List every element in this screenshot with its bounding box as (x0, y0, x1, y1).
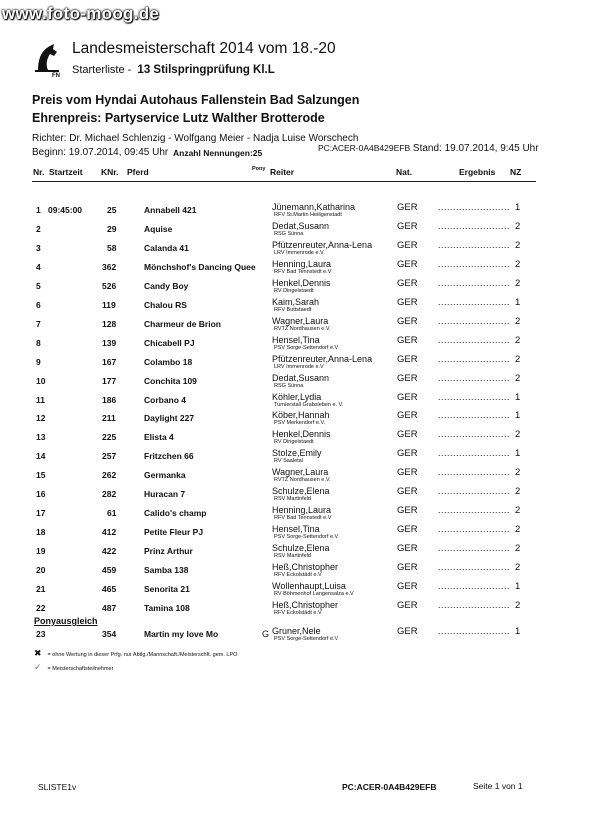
row-knr: 362 (102, 261, 117, 272)
row-horse: Chalou RS (144, 299, 187, 310)
footer-report-id: SLISTE1v (38, 782, 77, 792)
row-nat: GER (397, 391, 418, 403)
row-knr: 354 (102, 629, 117, 639)
row-result-blank: ........................ (438, 486, 511, 497)
row-club: PSV Sorge-Settendorf e.V (274, 344, 339, 351)
row-number: 15 (36, 470, 46, 481)
row-horse: Petite Fleur PJ (144, 527, 204, 538)
row-horse: Prinz Arthur (144, 546, 193, 557)
row-nat: GER (397, 448, 418, 460)
row-result-blank: ........................ (438, 315, 511, 326)
row-club: RV Saaletal (274, 458, 303, 465)
footer-pc-id: PC:ACER-0A4B429EFB (342, 782, 437, 792)
row-nz: 2 (515, 258, 521, 270)
row-rider: Köber,Hannah (272, 410, 330, 421)
row-result-blank: ........................ (438, 296, 511, 307)
row-rider: Henkel,Dennis (272, 429, 331, 440)
row-result-blank: ........................ (438, 467, 511, 478)
row-club: RFV Buttstaedt (274, 306, 312, 313)
row-rider: Henning,Laura (272, 258, 332, 269)
row-rider: Dedat,Susann (272, 220, 330, 231)
row-nat: GER (397, 277, 418, 289)
row-number: 11 (36, 394, 45, 405)
row-number: 21 (36, 584, 46, 594)
row-nat: GER (397, 220, 418, 232)
row-rider: Heß,Christopher (272, 599, 339, 610)
row-club: RFV Bad Tennstedt e.V (274, 268, 332, 275)
row-club: PSV Sorge-Settendorf e.V (274, 534, 339, 541)
row-knr: 225 (102, 432, 117, 443)
row-nat: GER (397, 202, 418, 213)
row-club: RSV Martinfeld (274, 496, 311, 503)
row-nz: 2 (515, 486, 521, 498)
row-number: 19 (36, 546, 46, 557)
row-nz: 2 (515, 599, 521, 611)
row-club: Turnierstall Grabsleben e. V. (274, 401, 344, 408)
pony-section-title: Ponyausgleich (34, 616, 98, 626)
row-pony-flag: G (262, 629, 270, 639)
row-club: RFV Eckolstädt e.V (274, 572, 322, 579)
row-number: 16 (36, 489, 46, 500)
row-nat: GER (397, 486, 418, 498)
row-knr: 186 (102, 394, 117, 405)
row-start-time: 09:45:00 (48, 205, 83, 215)
col-startzeit: Startzeit (49, 167, 83, 177)
row-result-blank: ........................ (438, 239, 511, 250)
judges: Richter: Dr. Michael Schlenzig - Wolfgang Meier - Nadja Luise Worschech (32, 133, 359, 144)
row-knr: 412 (102, 527, 117, 538)
row-result-blank: ........................ (438, 524, 511, 535)
row-knr: 58 (107, 242, 117, 253)
row-horse: Fritzchen 66 (144, 451, 194, 462)
col-ergebnis: Ergebnis (459, 167, 496, 177)
row-horse: Calanda 41 (144, 242, 189, 253)
row-rider: Dedat,Susann (272, 372, 330, 383)
pc-id: PC:ACER-0A4B429EFB (318, 143, 411, 153)
row-number: 23 (36, 629, 46, 639)
row-result-blank: ........................ (438, 448, 511, 459)
row-club: RV Dingelstaedt (274, 439, 314, 446)
row-club: RFV St.Martin Heiligenstadt (274, 212, 342, 218)
row-nat: GER (397, 258, 418, 270)
row-horse: Annabell 421 (144, 205, 197, 215)
row-rider: Wagner,Laura (272, 315, 329, 326)
check-icon: ✓ (34, 662, 42, 672)
row-result-blank: ........................ (438, 258, 511, 269)
row-nat: GER (397, 429, 418, 441)
row-number: 22 (36, 602, 46, 613)
row-result-blank: ........................ (438, 353, 511, 364)
footer-page: Seite 1 von 1 (473, 781, 523, 791)
row-number: 1 (36, 205, 41, 215)
row-horse: Chicabell PJ (144, 337, 195, 348)
row-nat: GER (397, 296, 418, 308)
col-nat: Nat. (396, 167, 413, 177)
row-nz: 2 (515, 543, 521, 555)
row-knr: 128 (102, 318, 117, 329)
legend-item (34, 648, 237, 659)
subtitle (72, 64, 275, 76)
row-nat: GER (397, 410, 418, 422)
row-nz: 2 (515, 277, 521, 289)
row-result-blank: ........................ (438, 202, 511, 212)
row-nz: 1 (515, 581, 521, 592)
row-result-blank: ........................ (438, 277, 511, 288)
row-rider: Jünemann,Katharina (272, 202, 356, 212)
row-horse: Daylight 227 (144, 413, 195, 424)
row-nz: 2 (515, 524, 521, 536)
row-rider: Gruner,Nele (272, 626, 321, 636)
row-number: 7 (36, 318, 41, 329)
row-horse: Candy Boy (144, 280, 189, 291)
row-knr: 282 (102, 489, 117, 500)
row-knr: 177 (102, 375, 117, 386)
row-rider: Heß,Christopher (272, 562, 339, 573)
row-nat: GER (397, 467, 418, 479)
row-club: PSV Merkendorf e.V. (274, 420, 326, 427)
row-nz: 2 (515, 334, 521, 346)
row-result-blank: ........................ (438, 505, 511, 516)
row-nat: GER (397, 524, 418, 536)
row-result-blank: ........................ (438, 543, 511, 554)
col-nz: NZ (510, 167, 522, 177)
row-number: 12 (36, 413, 46, 424)
row-rider: Schulze,Elena (272, 486, 330, 497)
row-horse: Charmeur de Brion (144, 318, 221, 329)
row-number: 10 (36, 375, 46, 386)
row-rider: Kaim,Sarah (272, 296, 320, 307)
row-knr: 422 (102, 546, 117, 557)
row-horse: Corbano 4 (144, 394, 187, 405)
subtitle-prefix: Starterliste - (72, 64, 132, 76)
row-nz: 2 (515, 239, 521, 251)
row-rider: Pfützenreuter,Anna-Lena (272, 239, 373, 250)
entries-count: Anzahl Nennungen:25 (173, 148, 263, 158)
fn-logo (32, 40, 62, 78)
row-nz: 1 (515, 202, 521, 213)
watermark: www.foto-moog.de (2, 4, 160, 23)
row-nz: 2 (515, 315, 521, 327)
row-result-blank: ........................ (438, 562, 511, 573)
row-club: RSG Sünna (274, 230, 304, 237)
row-number: 14 (36, 451, 46, 462)
row-club: PSV Sorge-Settendorf e.V (274, 636, 339, 642)
row-knr: 262 (102, 470, 117, 481)
row-nat: GER (397, 372, 418, 384)
row-club: RV Dingelstaedt (274, 287, 314, 294)
row-result-blank: ........................ (438, 391, 511, 402)
row-nz: 1 (515, 296, 521, 308)
col-pony: Pony (252, 166, 266, 172)
row-horse: Germanka (144, 470, 186, 481)
row-result-blank: ........................ (438, 626, 511, 636)
row-result-blank: ........................ (438, 220, 511, 231)
row-result-blank: ........................ (438, 599, 511, 610)
page-title: Landesmeisterschaft 2014 vom 18.-20 (72, 40, 336, 57)
row-result-blank: ........................ (438, 410, 511, 421)
row-knr: 167 (102, 356, 117, 367)
row-nz: 2 (515, 505, 521, 517)
row-knr: 487 (102, 602, 117, 613)
row-number: 18 (36, 527, 46, 538)
legend-text: = ohne Wertung in dieser Prfg. nur Abtlg./Mannschaft./Meisterschft. gem. LPO (47, 652, 238, 658)
row-nat: GER (397, 543, 418, 555)
row-knr: 139 (102, 337, 117, 348)
row-nat: GER (397, 353, 418, 365)
row-nz: 2 (515, 467, 521, 479)
row-club: RVTZ Nordhausen e.V. (274, 477, 331, 484)
row-horse: Conchita 109 (144, 375, 197, 386)
row-club: RSG Sünna (274, 382, 304, 389)
col-reiter: Reiter (270, 167, 295, 177)
legend-item (34, 662, 113, 673)
row-number: 17 (36, 508, 46, 519)
row-number: 5 (36, 280, 41, 291)
row-club: LRV Immenrode e.V (274, 249, 324, 256)
row-club: RSV Martinfeld (274, 553, 311, 560)
row-nat: GER (397, 562, 418, 574)
row-horse: Tamina 108 (144, 602, 190, 613)
row-rider: Wagner,Laura (272, 467, 329, 478)
row-rider: Henning,Laura (272, 505, 332, 516)
row-nz: 2 (515, 562, 521, 574)
row-nat: GER (397, 626, 418, 637)
row-nat: GER (397, 239, 418, 251)
row-number: 3 (36, 242, 41, 253)
col-nr: Nr. (33, 167, 45, 177)
row-knr: 29 (107, 223, 117, 234)
row-club: RVTZ Nordhausen e.V. (274, 325, 331, 332)
row-rider: Henkel,Dennis (272, 277, 331, 288)
legend-text: = Meisterschaftsteilnehmer (47, 666, 114, 672)
header-rule (32, 181, 536, 182)
sponsor-line-2: Ehrenpreis: Partyservice Lutz Walther Brotterode (32, 111, 325, 125)
row-number: 4 (36, 261, 41, 272)
row-number: 6 (36, 299, 41, 310)
competition-name: 13 Stilspringprüfung Kl.L (137, 64, 275, 76)
row-nat: GER (397, 505, 418, 517)
svg-text:FN: FN (52, 73, 60, 78)
row-nz: 1 (515, 391, 521, 403)
row-nz: 2 (515, 429, 521, 441)
row-rider: Köhler,Lydia (272, 391, 322, 402)
row-nz: 2 (515, 220, 521, 232)
row-horse: Elista 4 (144, 432, 174, 443)
row-horse: Mönchshof's Dancing Quee (144, 261, 256, 272)
row-result-blank: ........................ (438, 334, 511, 345)
row-knr: 526 (102, 280, 117, 291)
row-knr: 61 (107, 508, 117, 519)
stand-date: Stand: 19.07.2014, 9:45 Uhr (412, 143, 539, 154)
row-club: RV Böhmenhof Langensalza e.V (274, 591, 354, 597)
row-rider: Wollenhaupt,Luisa (272, 581, 346, 591)
row-horse: Calido's champ (144, 508, 207, 519)
row-horse: Huracan 7 (144, 489, 186, 500)
cross-icon: ✖ (34, 648, 42, 658)
row-club: LRV Immenrode e.V (274, 363, 324, 370)
row-horse: Colambo 18 (144, 356, 193, 367)
row-nz: 2 (515, 353, 521, 365)
row-horse: Senorita 21 (144, 584, 190, 594)
stand-info (318, 143, 539, 154)
row-number: 2 (36, 223, 41, 234)
row-horse: Martin my love Mo (144, 629, 219, 639)
row-result-blank: ........................ (438, 581, 511, 591)
sponsor-line-1: Preis vom Hyndai Autohaus Fallenstein Bad Salzungen (32, 93, 360, 107)
row-club: RFV Bad Tennstedt e.V (274, 515, 332, 522)
row-result-blank: ........................ (438, 429, 511, 440)
row-knr: 25 (107, 205, 117, 215)
row-number: 8 (36, 337, 41, 348)
row-rider: Schulze,Elena (272, 543, 330, 554)
row-horse: Aquise (144, 223, 173, 234)
row-number: 13 (36, 432, 46, 443)
begin-time: Beginn: 19.07.2014, 09:45 Uhr (32, 147, 169, 158)
row-nz: 1 (515, 626, 521, 637)
row-rider: Hensel,Tina (272, 334, 320, 345)
row-knr: 257 (102, 451, 117, 462)
col-pferd: Pferd (127, 167, 149, 177)
row-nat: GER (397, 334, 418, 346)
row-knr: 465 (102, 584, 117, 594)
row-nat: GER (397, 315, 418, 327)
col-knr: KNr. (101, 167, 119, 177)
row-knr: 459 (102, 565, 117, 576)
row-number: 20 (36, 565, 46, 576)
row-nat: GER (397, 599, 418, 611)
row-nat: GER (397, 581, 418, 592)
row-result-blank: ........................ (438, 372, 511, 383)
row-rider: Stolze,Emily (272, 448, 322, 459)
row-knr: 119 (102, 299, 116, 310)
row-knr: 211 (102, 413, 116, 424)
row-nz: 1 (515, 410, 521, 422)
row-horse: Samba 138 (144, 565, 189, 576)
row-nz: 2 (515, 372, 521, 384)
row-club: RFV Eckolstädt e.V (274, 609, 322, 616)
row-number: 9 (36, 356, 41, 367)
row-rider: Hensel,Tina (272, 524, 320, 535)
row-rider: Pfützenreuter,Anna-Lena (272, 353, 373, 364)
row-nz: 1 (515, 448, 521, 460)
